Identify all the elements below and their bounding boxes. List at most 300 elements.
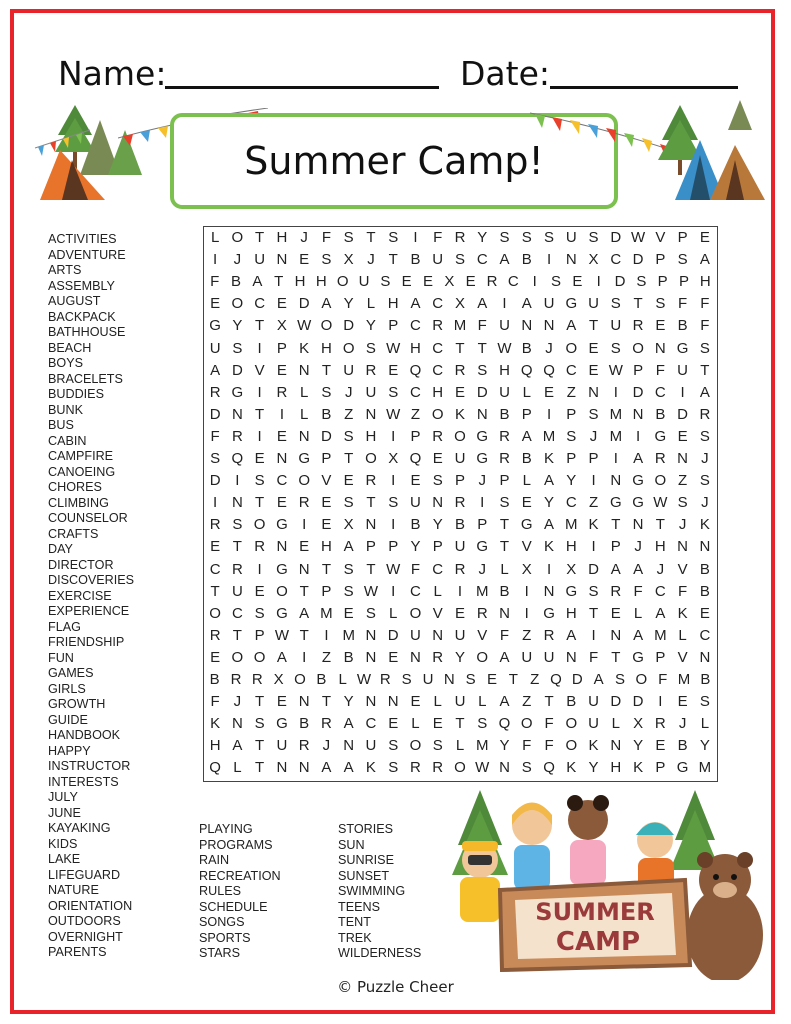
grid-letter: A	[499, 693, 510, 711]
grid-letter: F	[522, 737, 532, 755]
grid-letter: O	[431, 405, 444, 423]
word-list-item: BACKPACK	[48, 309, 116, 324]
grid-letter: U	[254, 251, 266, 269]
word-list-item: CHORES	[48, 480, 102, 494]
grid-letter: P	[388, 317, 399, 335]
grid-letter: N	[499, 604, 510, 622]
word-list-item: BOYS	[48, 356, 83, 370]
grid-letter: P	[678, 273, 689, 291]
grid-letter: J	[300, 229, 308, 246]
grid-letter: V	[677, 648, 688, 666]
grid-letter: S	[254, 715, 265, 733]
grid-letter: F	[433, 229, 443, 246]
grid-letter: U	[209, 339, 221, 357]
grid-letter: H	[387, 295, 399, 313]
grid-letter: B	[410, 251, 421, 269]
grid-letter: G	[520, 516, 533, 534]
grid-letter: M	[476, 737, 489, 755]
grid-letter: N	[365, 626, 377, 644]
grid-letter: I	[213, 494, 218, 512]
grid-letter: P	[365, 538, 376, 556]
grid-letter: U	[565, 229, 577, 246]
grid-letter: E	[588, 361, 599, 379]
grid-letter: O	[253, 648, 266, 666]
grid-letter: N	[677, 538, 689, 556]
grid-letter: E	[572, 273, 583, 291]
grid-letter: O	[276, 582, 288, 600]
grid-letter: T	[344, 450, 354, 467]
grid-letter: P	[610, 538, 621, 556]
word-list-item: ACTIVITIES	[48, 232, 117, 246]
grid-row	[204, 647, 717, 670]
grid-letter: Q	[550, 671, 562, 688]
grid-letter: Y	[477, 229, 488, 246]
grid-letter: H	[565, 538, 577, 556]
grid-row	[204, 625, 717, 648]
grid-letter: E	[699, 604, 710, 622]
grid-letter: R	[454, 560, 466, 578]
grid-letter: C	[410, 383, 421, 401]
grid-letter: X	[454, 295, 465, 313]
grid-letter: D	[343, 317, 355, 335]
grid-letter: Q	[520, 361, 533, 379]
word-list-item: CANOEING	[48, 464, 116, 479]
grid-letter: S	[254, 472, 265, 490]
grid-letter: Y	[544, 494, 555, 512]
grid-letter: T	[499, 538, 510, 556]
grid-letter: W	[297, 317, 312, 335]
grid-letter: U	[454, 693, 466, 711]
grid-letter: L	[678, 626, 687, 644]
grid-letter: R	[321, 715, 332, 733]
grid-letter: N	[699, 648, 711, 666]
grid-letter: F	[655, 361, 665, 379]
grid-letter: D	[632, 383, 644, 401]
grid-row	[204, 448, 717, 471]
grid-letter: N	[298, 427, 310, 445]
grid-letter: P	[321, 582, 332, 600]
grid-letter: I	[591, 626, 596, 644]
date-line	[550, 86, 738, 89]
grid-letter: P	[454, 472, 465, 490]
grid-letter: Y	[566, 472, 577, 490]
grid-letter: R	[230, 671, 242, 688]
word-list-item: OUTDOORS	[48, 914, 121, 928]
grid-letter: S	[521, 229, 532, 246]
grid-letter: E	[588, 339, 599, 357]
grid-letter: V	[254, 361, 265, 379]
grid-letter: B	[316, 671, 327, 688]
grid-letter: U	[499, 383, 510, 401]
grid-letter: A	[499, 648, 510, 666]
grid-letter: N	[432, 626, 444, 644]
grid-letter: C	[565, 361, 577, 379]
grid-letter: G	[276, 560, 288, 578]
word-list-item: BEACH	[48, 340, 92, 355]
grid-letter: L	[478, 693, 487, 711]
word-list-item: JULY	[48, 790, 78, 804]
grid-letter: H	[499, 361, 510, 379]
grid-letter: K	[210, 715, 221, 733]
grid-letter: G	[632, 648, 644, 666]
word-list-item: LIFEGUARD	[48, 867, 121, 882]
grid-letter: N	[276, 759, 288, 777]
grid-letter: S	[636, 273, 647, 291]
grid-letter: K	[454, 405, 465, 423]
grid-letter: M	[609, 427, 623, 445]
grid-letter: F	[210, 693, 220, 711]
grid-letter: E	[454, 604, 465, 622]
grid-letter: E	[655, 317, 666, 335]
grid-letter: U	[610, 317, 622, 335]
grid-letter: C	[432, 560, 444, 578]
grid-letter: P	[388, 538, 399, 556]
grid-letter: T	[455, 339, 465, 357]
word-list-item: SCHEDULE	[199, 899, 268, 914]
grid-letter: H	[610, 759, 622, 777]
grid-letter: I	[257, 560, 262, 578]
grid-letter: N	[298, 759, 310, 777]
grid-letter: T	[321, 560, 331, 578]
grid-letter: P	[633, 361, 644, 379]
grid-letter: D	[632, 251, 644, 269]
grid-letter: N	[410, 648, 421, 666]
grid-letter: O	[209, 604, 221, 622]
grid-letter: D	[614, 273, 626, 291]
grid-letter: B	[499, 582, 510, 600]
grid-letter: S	[499, 229, 510, 246]
grid-letter: P	[276, 339, 287, 357]
grid-letter: S	[465, 671, 476, 688]
grid-letter: P	[657, 273, 668, 291]
grid-letter: E	[699, 229, 710, 246]
grid-letter: R	[365, 472, 377, 490]
grid-letter: S	[699, 472, 710, 490]
word-list-column-1	[48, 232, 134, 961]
grid-letter: O	[342, 339, 355, 357]
grid-letter: N	[677, 450, 689, 467]
grid-letter: Y	[365, 317, 376, 335]
grid-letter: B	[700, 671, 711, 688]
grid-letter: O	[632, 339, 644, 357]
grid-letter: I	[391, 472, 396, 490]
grid-letter: T	[477, 339, 487, 357]
grid-letter: E	[276, 427, 287, 445]
grid-letter: I	[546, 560, 552, 578]
grid-letter: N	[476, 405, 488, 423]
grid-letter: S	[521, 759, 532, 777]
grid-letter: J	[367, 251, 375, 269]
grid-letter: R	[454, 494, 466, 512]
grid-letter: I	[391, 516, 396, 534]
grid-letter: E	[321, 494, 332, 512]
grid-letter: X	[633, 715, 644, 733]
grid-letter: D	[321, 427, 332, 445]
grid-row	[204, 603, 717, 626]
grid-letter: L	[522, 383, 531, 401]
grid-letter: J	[478, 560, 486, 578]
grid-letter: E	[465, 273, 476, 291]
grid-letter: A	[655, 604, 666, 622]
grid-letter: S	[699, 339, 710, 357]
grid-letter: J	[656, 560, 665, 578]
grid-letter: X	[521, 560, 532, 578]
grid-letter: S	[588, 229, 599, 246]
grid-letter: J	[344, 383, 353, 401]
grid-letter: E	[410, 693, 421, 711]
grid-row	[204, 271, 717, 294]
grid-letter: C	[565, 494, 577, 512]
grid-letter: B	[699, 582, 710, 600]
grid-letter: D	[476, 383, 488, 401]
grid-letter: U	[588, 295, 599, 313]
sign-text-summer: SUMMER	[535, 898, 655, 926]
grid-letter: D	[209, 405, 221, 423]
grid-letter: S	[388, 759, 399, 777]
grid-letter: R	[432, 759, 444, 777]
grid-letter: O	[454, 427, 466, 445]
word-list-item: SUNRISE	[338, 853, 394, 867]
grid-row	[204, 559, 717, 582]
grid-row	[204, 293, 717, 316]
grid-letter: Y	[343, 295, 354, 313]
grid-letter: N	[298, 693, 310, 711]
grid-letter: G	[565, 582, 578, 600]
grid-letter: J	[701, 494, 709, 512]
grid-letter: G	[609, 494, 622, 512]
grid-letter: R	[432, 648, 444, 666]
grid-letter: J	[678, 715, 687, 733]
grid-letter: G	[276, 516, 288, 534]
grid-letter: T	[321, 693, 331, 711]
grid-letter: J	[233, 693, 242, 711]
grid-letter: A	[410, 295, 421, 313]
grid-row	[204, 249, 717, 272]
grid-letter: K	[699, 516, 710, 534]
grid-letter: S	[343, 560, 354, 578]
grid-letter: E	[210, 538, 221, 556]
grid-letter: U	[365, 383, 377, 401]
grid-row	[204, 470, 717, 493]
word-search-grid	[203, 226, 718, 782]
grid-letter: I	[524, 604, 529, 622]
grid-letter: R	[499, 427, 510, 445]
word-list-item: SUNSET	[338, 868, 390, 883]
grid-letter: H	[365, 427, 377, 445]
grid-letter: F	[678, 295, 688, 313]
grid-letter: R	[276, 383, 288, 401]
word-list-item: DISCOVERIES	[48, 573, 135, 587]
grid-letter: Q	[409, 450, 422, 467]
grid-letter: O	[476, 648, 489, 666]
grid-letter: F	[477, 317, 487, 335]
grid-letter: O	[635, 671, 648, 688]
grid-letter: U	[543, 648, 555, 666]
word-list-item: EXPERIENCE	[48, 604, 130, 618]
grid-letter: F	[410, 560, 421, 578]
grid-letter: C	[231, 604, 243, 622]
grid-letter: S	[477, 361, 488, 379]
word-list-item: TREK	[338, 930, 372, 945]
grid-letter: O	[365, 450, 377, 467]
grid-letter: C	[610, 251, 622, 269]
grid-letter: Y	[699, 737, 710, 755]
grid-letter: D	[231, 361, 243, 379]
grid-letter: N	[565, 648, 577, 666]
grid-letter: D	[298, 295, 310, 313]
grid-letter: G	[276, 604, 288, 622]
grid-letter: C	[365, 715, 377, 733]
grid-letter: T	[611, 516, 621, 534]
word-list-item: TEENS	[338, 899, 380, 914]
grid-letter: U	[454, 450, 466, 467]
word-list-item: CLIMBING	[48, 495, 109, 510]
grid-row	[204, 360, 717, 383]
grid-letter: I	[613, 450, 618, 467]
grid-letter: N	[387, 693, 399, 711]
grid-letter: C	[254, 295, 266, 313]
grid-row	[204, 536, 717, 559]
grid-letter: N	[632, 516, 644, 534]
grid-letter: C	[699, 626, 711, 644]
grid-letter: X	[343, 251, 354, 269]
grid-letter: K	[633, 759, 644, 777]
grid-letter: U	[543, 295, 555, 313]
grid-letter: O	[231, 229, 244, 246]
grid-letter: U	[588, 715, 599, 733]
grid-letter: B	[677, 317, 688, 335]
name-label: Name:	[58, 54, 167, 93]
word-list-item: FUN	[48, 650, 74, 665]
grid-letter: S	[699, 427, 710, 445]
grid-letter: C	[432, 295, 444, 313]
grid-letter: X	[566, 560, 577, 578]
grid-letter: P	[566, 405, 577, 423]
grid-letter: N	[365, 516, 377, 534]
grid-letter: S	[610, 339, 621, 357]
grid-letter: L	[210, 229, 220, 246]
grid-letter: V	[521, 538, 532, 556]
grid-letter: F	[678, 582, 688, 600]
grid-letter: R	[209, 516, 221, 534]
grid-letter: N	[276, 538, 288, 556]
grid-letter: K	[588, 737, 599, 755]
word-list-item: SONGS	[199, 915, 245, 929]
grid-letter: K	[566, 759, 577, 777]
grid-letter: A	[343, 715, 354, 733]
grid-letter: G	[676, 339, 689, 357]
grid-letter: E	[210, 295, 221, 313]
grid-letter: X	[388, 450, 399, 467]
grid-letter: B	[454, 516, 465, 534]
grid-letter: X	[343, 516, 354, 534]
grid-letter: B	[299, 715, 310, 733]
grid-letter: I	[546, 251, 552, 269]
grid-letter: T	[274, 273, 284, 291]
grid-letter: U	[454, 626, 466, 644]
grid-letter: I	[596, 273, 601, 291]
grid-letter: S	[610, 295, 621, 313]
grid-letter: U	[343, 361, 355, 379]
grid-letter: O	[520, 715, 533, 733]
grid-letter: G	[565, 295, 578, 313]
grid-letter: W	[608, 361, 623, 379]
grid-letter: S	[454, 251, 465, 269]
grid-letter: E	[544, 383, 555, 401]
grid-letter: G	[298, 450, 310, 467]
grid-letter: I	[235, 472, 240, 490]
grid-letter: E	[432, 715, 443, 733]
grid-letter: F	[544, 737, 554, 755]
grid-letter: A	[566, 317, 577, 335]
grid-letter: G	[632, 472, 644, 490]
word-list-item: FRIENDSHIP	[48, 635, 125, 649]
grid-letter: U	[588, 693, 599, 711]
word-list-item: KIDS	[48, 836, 78, 851]
grid-letter: H	[209, 737, 221, 755]
grid-letter: R	[476, 604, 488, 622]
grid-letter: L	[233, 759, 242, 777]
word-list-item: PROGRAMS	[199, 837, 273, 852]
grid-letter: T	[299, 582, 309, 600]
grid-letter: C	[507, 273, 519, 291]
grid-letter: T	[508, 671, 518, 688]
grid-letter: Z	[321, 648, 331, 666]
grid-row	[204, 382, 717, 405]
grid-letter: R	[499, 450, 510, 467]
grid-letter: L	[633, 604, 643, 622]
grid-letter: S	[477, 715, 488, 733]
grid-letter: T	[255, 737, 265, 755]
word-list-item: EXERCISE	[48, 588, 112, 603]
grid-letter: I	[391, 582, 396, 600]
grid-row	[204, 757, 717, 780]
grid-letter: P	[655, 251, 666, 269]
grid-letter: S	[388, 383, 399, 401]
grid-letter: D	[610, 229, 622, 246]
grid-letter: R	[432, 317, 444, 335]
grid-letter: E	[521, 494, 532, 512]
grid-row	[204, 338, 717, 361]
grid-letter: R	[486, 273, 498, 291]
grid-letter: E	[343, 472, 354, 490]
grid-letter: O	[231, 295, 244, 313]
grid-letter: N	[521, 317, 533, 335]
grid-letter: E	[410, 472, 421, 490]
grid-letter: P	[566, 450, 577, 467]
grid-letter: H	[699, 273, 711, 291]
grid-letter: T	[255, 693, 265, 711]
grid-letter: M	[542, 427, 556, 445]
grid-letter: B	[230, 273, 241, 291]
grid-letter: S	[343, 427, 354, 445]
word-list-item: NATURE	[48, 883, 99, 897]
grid-letter: R	[454, 229, 466, 246]
word-list-item: INTERESTS	[48, 774, 119, 789]
word-list-item: ORIENTATION	[48, 898, 133, 913]
word-list-item: ADVENTURE	[48, 247, 126, 262]
grid-letter: F	[700, 295, 710, 313]
word-list-item: BRACELETS	[48, 371, 123, 386]
grid-letter: I	[257, 383, 262, 401]
grid-letter: F	[544, 715, 554, 733]
grid-letter: G	[209, 317, 221, 335]
grid-letter: J	[478, 472, 486, 490]
grid-letter: S	[566, 427, 577, 445]
grid-letter: L	[299, 405, 309, 423]
grid-letter: E	[343, 604, 354, 622]
grid-letter: S	[677, 494, 688, 512]
